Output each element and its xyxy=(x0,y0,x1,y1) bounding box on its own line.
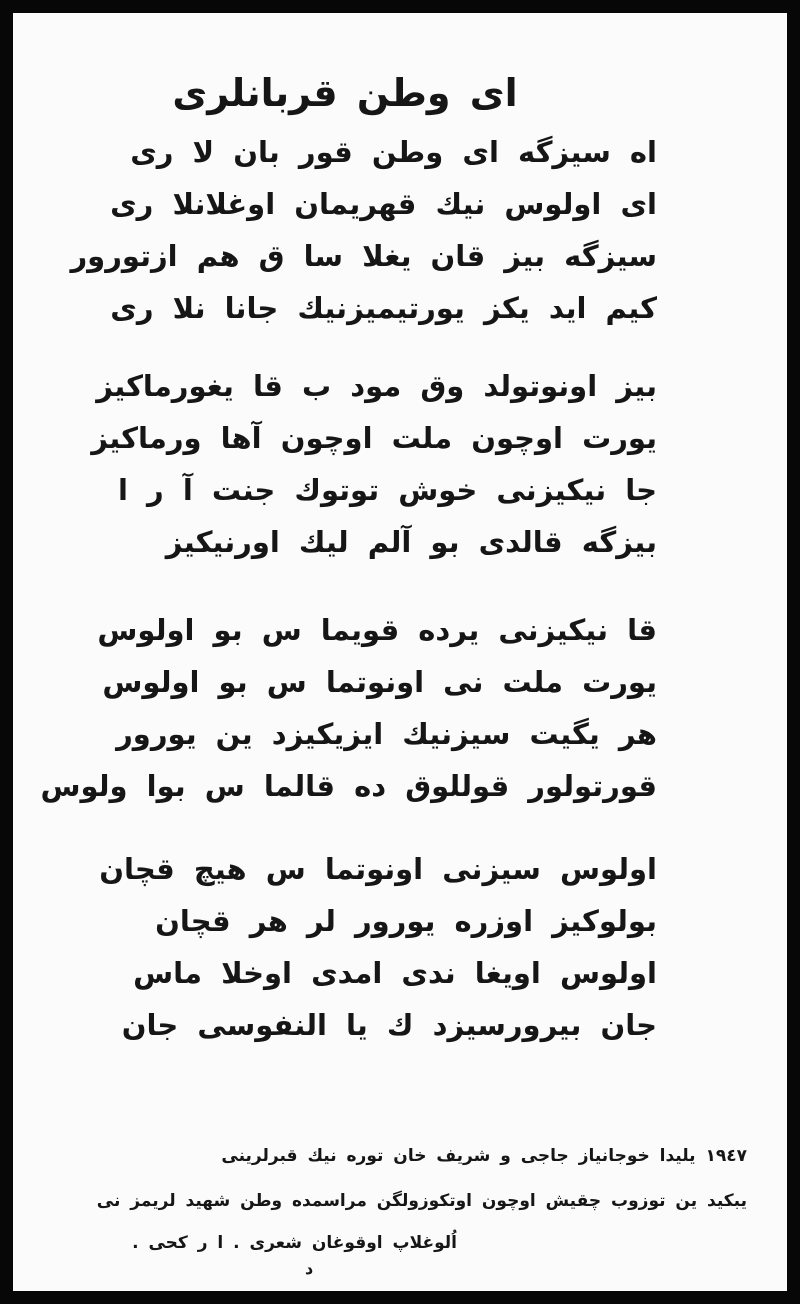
scan-page xyxy=(13,13,787,1291)
stanza-3 xyxy=(40,604,657,812)
poem-line: قا نيكيزنى يرده قويما س بو اولوس xyxy=(97,613,657,647)
poem-line: جا نيكيزنى خوش توتوك جنت آ ر ا xyxy=(118,473,657,507)
caption-line-attribution: اُلوغلاپ اوقوغان شعرى . ا ر كحى . xyxy=(132,1233,457,1253)
poem-line: يورت اوچون ملت اوچون آها ورماكيز xyxy=(91,421,657,455)
stray-ink-mark: د xyxy=(305,1259,314,1278)
caption-line-ceremony: يبكيد ين توزوب چقيش اوچون اوتكوزولگن مراسمده وطن شهيد لريمز نى xyxy=(96,1191,747,1211)
poem-line: اولوس سيزنى اونوتما س هيچ قچان xyxy=(99,852,657,886)
poem-line: اى اولوس نيك قهريمان اوغلانلا رى xyxy=(110,187,657,221)
poem-line: قورتولور قوللوق ده قالما س بوا ولوس xyxy=(40,769,657,803)
poem-line: يورت ملت نى اونوتما س بو اولوس xyxy=(102,665,657,699)
poem-line: بيز اونوتولد وق مود ب قا يغورماكيز xyxy=(96,369,657,403)
poem-line: اه سيزگه اى وطن قور بان لا رى xyxy=(130,135,657,169)
poem-line: كيم ايد يكز يورتيميزنيك جانا نلا رى xyxy=(110,291,657,325)
poem-line: اولوس اويغا ندى امدى اوخلا ماس xyxy=(133,956,657,990)
stanza-2 xyxy=(91,360,657,568)
poem-line: بولوكيز اوزره يورور لر هر قچان xyxy=(155,904,657,938)
caption-line-date: ١٩٤٧ يليدا خوجانياز جاجى و شريف خان توره نيك قبرلرينى xyxy=(221,1146,747,1166)
poem-line: سيزگه بيز قان يغلا سا ق هم ازتورور xyxy=(70,239,657,273)
stanza-1 xyxy=(70,126,657,334)
stanza-4 xyxy=(99,843,657,1051)
poem-line: جان بيرورسيزد ك يا النفوسى جان xyxy=(121,1008,657,1042)
poem-title: اى وطن قربانلرى xyxy=(172,71,518,115)
poem-line: هر يگيت سيزنيك ايزيكيزد ين يورور xyxy=(116,717,657,751)
poem-line: بيزگه قالدى بو آلم ليك اورنيكيز xyxy=(165,525,657,559)
